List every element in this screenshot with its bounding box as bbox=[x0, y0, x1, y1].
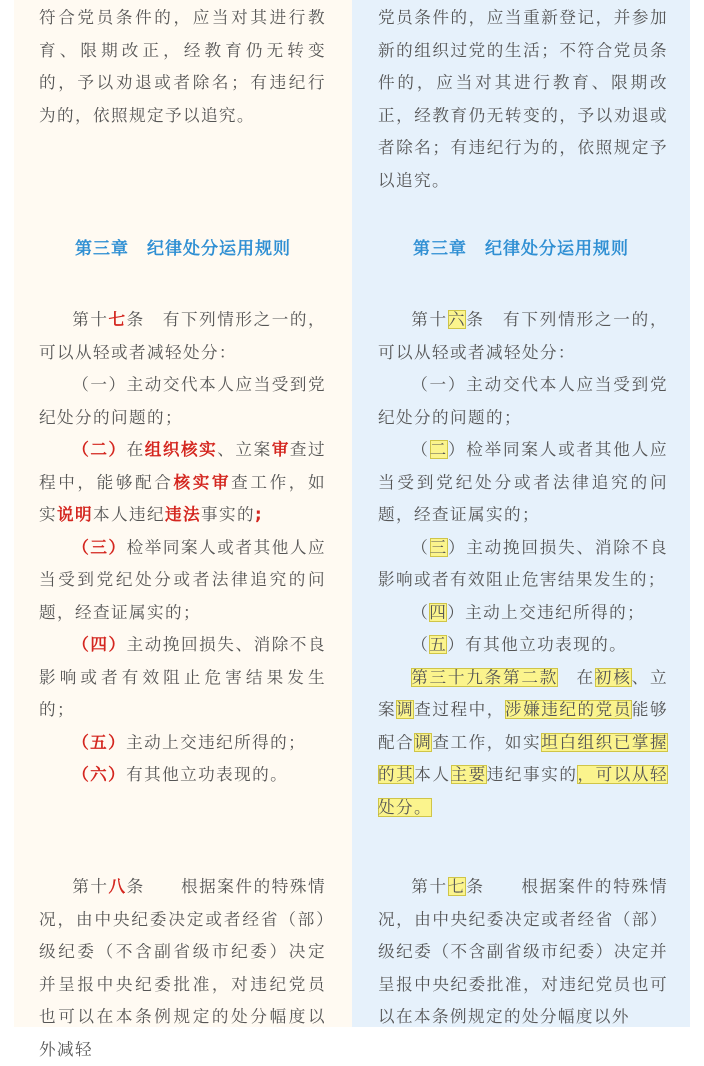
right-article-17: 第十七条 根据案件的特殊情况，由中央纪委决定或者经省（部）级纪委（不含副省级市纪委）决定并呈报中央纪委批准，对违纪党员也可以在本条例规定的处分幅度以外 bbox=[378, 877, 668, 1026]
right-article-16 bbox=[378, 304, 668, 824]
art17-item-6: （六）有其他立功表现的。 bbox=[72, 765, 289, 784]
left-article-18: 第十八条 根据案件的特殊情况，由中央纪委决定或者经省（部）级纪委（不含副省级市纪委）决定并呈报中央纪委批准，对违纪党员也可以在本条例规定的处分幅度以外减轻 bbox=[39, 877, 326, 1059]
right-top-paragraph: 党员条件的，应当重新登记，并参加新的组织过党的生活；不符合党员条件的，应当对其进行教育、限期改正，经教育仍无转变的，予以劝退或者除名；有违纪行为的，依照规定予以追究。 bbox=[378, 8, 668, 190]
art17-heading: 第十七条 有下列情形之一的，可以从轻或者减轻处分： bbox=[39, 310, 326, 362]
left-top-paragraph: 符合党员条件的，应当对其进行教育、限期改正，经教育仍无转变的，予以劝退或者除名；有违纪行为的，依照规定予以追究。 bbox=[39, 8, 326, 125]
left-article-17 bbox=[39, 304, 326, 792]
right-chapter-title: 第三章 纪律处分运用规则 bbox=[413, 239, 629, 259]
art16-item-3: （三）主动挽回损失、消除不良影响或者有效阻止危害结果发生的； bbox=[378, 537, 668, 589]
left-column-new-version bbox=[14, 0, 352, 1059]
art16-item-4: （四）主动上交违纪所得的； bbox=[411, 602, 646, 622]
art17-item-2: （二）在组织核实、立案审查过程中，能够配合核实审查工作，如实说明本人违纪违法事实的; bbox=[39, 440, 327, 524]
art16-heading: 第十六条 有下列情形之一的，可以从轻或者减轻处分： bbox=[378, 310, 668, 362]
art16-item-1: （一）主动交代本人应当受到党纪处分的问题的； bbox=[378, 375, 668, 427]
art17-item-1: （一）主动交代本人应当受到党纪处分的问题的； bbox=[39, 375, 326, 427]
left-chapter-title: 第三章 纪律处分运用规则 bbox=[75, 239, 291, 259]
art17-item-3: （三）检举同案人或者其他人应当受到党纪处分或者法律追究的问题，经查证属实的； bbox=[39, 537, 326, 622]
art39-para2: 第三十九条第二款 在初核、立案调查过程中，涉嫌违纪的党员能够配合调查工作，如实坦白组织已掌握的其本人主要违纪事实的，可以从轻处分。 bbox=[378, 667, 669, 817]
art17-item-5: （五）主动上交违纪所得的； bbox=[72, 732, 307, 752]
art17-item-4: （四）主动挽回损失、消除不良影响或者有效阻止危害结果发生的； bbox=[39, 635, 326, 719]
right-column-old-version bbox=[352, 0, 690, 1027]
art16-item-2: （二）检举同案人或者其他人应当受到党纪处分或者法律追究的问题，经查证属实的； bbox=[378, 440, 668, 524]
art16-item-5: （五）有其他立功表现的。 bbox=[411, 635, 628, 654]
